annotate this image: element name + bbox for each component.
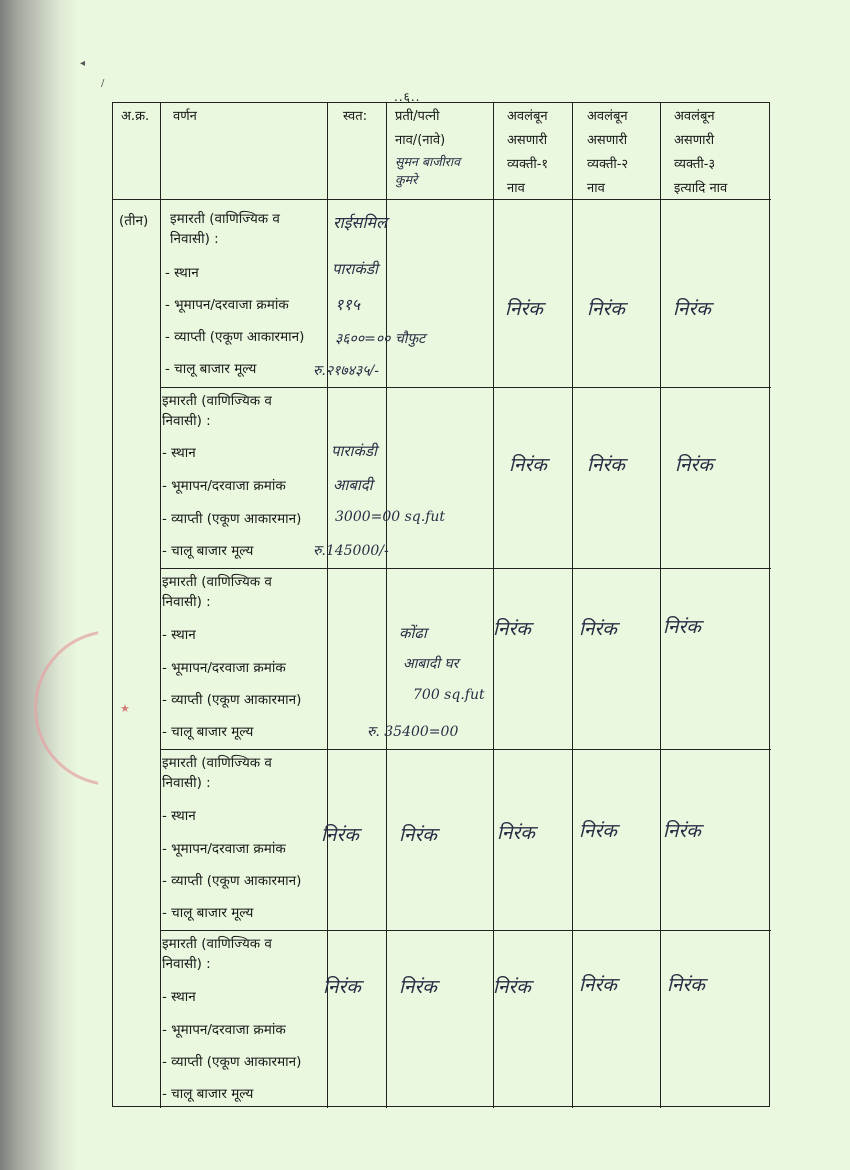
punch-mark: ◂ bbox=[80, 58, 86, 69]
row1-self-survey: ११५ bbox=[335, 295, 360, 314]
row2-area-label: - व्याप्ती (एकूण आकारमान) bbox=[162, 511, 302, 527]
row2-survey-label: - भूमापन/दरवाजा क्रमांक bbox=[162, 478, 286, 494]
header-spouse: प्रती/पत्नी नाव/(नावे) bbox=[395, 109, 446, 148]
row3-survey-label: - भूमापन/दरवाजा क्रमांक bbox=[162, 660, 286, 676]
row1-self-location: पाराकंडी bbox=[332, 260, 378, 278]
row5-location-label: - स्थान bbox=[162, 989, 196, 1005]
row1-self-type: राईसमिल bbox=[333, 213, 387, 232]
row3-spouse-area: 700 sq.fut bbox=[413, 687, 485, 703]
row2-self-value: रु.145000/- bbox=[313, 543, 389, 559]
header-description: वर्णन bbox=[173, 109, 197, 124]
row1-location-label: - स्थान bbox=[165, 265, 199, 281]
row2-title: इमारती (वाणिज्यिक व निवासी) : bbox=[162, 393, 272, 429]
row5-survey-label: - भूमापन/दरवाजा क्रमांक bbox=[162, 1022, 286, 1038]
row2-dep3: निरंक bbox=[675, 454, 713, 476]
row3-location-label: - स्थान bbox=[162, 627, 196, 643]
row2-dep1: निरंक bbox=[509, 454, 547, 476]
row5-dep3: निरंक bbox=[667, 974, 705, 996]
row1-survey-label: - भूमापन/दरवाजा क्रमांक bbox=[165, 297, 289, 313]
row3-dep1: निरंक bbox=[493, 618, 531, 640]
row2-self-area: 3000=00 sq.fut bbox=[335, 509, 446, 525]
row4-self: निरंक bbox=[321, 824, 359, 846]
row1-self-area: ३६००=०० चौफुट bbox=[335, 331, 426, 347]
row3-spouse-location: कोंढा bbox=[399, 624, 427, 642]
header-serial: अ.क्र. bbox=[121, 109, 150, 124]
header-dependent-1: अवलंबून असणारी व्यक्ती-१ नाव bbox=[507, 109, 549, 196]
row5-area-label: - व्याप्ती (एकूण आकारमान) bbox=[162, 1054, 302, 1070]
spouse-name-handwritten: सुमन बाजीराव कुमरे bbox=[395, 154, 461, 187]
row4-dep3: निरंक bbox=[663, 820, 701, 842]
row3-value-label: - चालू बाजार मूल्य bbox=[162, 724, 254, 740]
row2-value-label: - चालू बाजार मूल्य bbox=[162, 543, 254, 559]
row1-self-value: रु.२१७४३५/- bbox=[313, 363, 379, 379]
serial-number: (तीन) bbox=[119, 213, 149, 229]
row5-dep1: निरंक bbox=[493, 976, 531, 998]
row1-area-label: - व्याप्ती (एकूण आकारमान) bbox=[165, 329, 305, 345]
row3-dep3: निरंक bbox=[663, 616, 701, 638]
row4-dep2: निरंक bbox=[579, 820, 617, 842]
row3-title: इमारती (वाणिज्यिक व निवासी) : bbox=[162, 574, 272, 610]
header-dependent-3: अवलंबून असणारी व्यक्ती-३ इत्यादि नाव bbox=[674, 109, 728, 196]
row1-dep1: निरंक bbox=[505, 298, 543, 320]
page-number: ..६.. bbox=[394, 90, 421, 104]
row5-title: इमारती (वाणिज्यिक व निवासी) : bbox=[162, 936, 272, 972]
row4-area-label: - व्याप्ती (एकूण आकारमान) bbox=[162, 873, 302, 889]
row1-dep2: निरंक bbox=[587, 298, 625, 320]
row4-survey-label: - भूमापन/दरवाजा क्रमांक bbox=[162, 841, 286, 857]
row3-area-label: - व्याप्ती (एकूण आकारमान) bbox=[162, 692, 302, 708]
row5-value-label: - चालू बाजार मूल्य bbox=[162, 1086, 254, 1102]
row2-location-label: - स्थान bbox=[162, 445, 196, 461]
row4-title: इमारती (वाणिज्यिक व निवासी) : bbox=[162, 755, 272, 791]
row2-self-survey: आबादी bbox=[333, 476, 373, 494]
row5-self: निरंक bbox=[323, 976, 361, 998]
row4-value-label: - चालू बाजार मूल्य bbox=[162, 905, 254, 921]
row4-location-label: - स्थान bbox=[162, 808, 196, 824]
row5-spouse: निरंक bbox=[399, 976, 437, 998]
row5-dep2: निरंक bbox=[579, 974, 617, 996]
seal-star-icon: ★ bbox=[120, 702, 130, 715]
row2-self-location: पाराकंडी bbox=[331, 442, 377, 460]
row3-dep2: निरंक bbox=[579, 618, 617, 640]
assets-table bbox=[112, 102, 770, 1107]
row3-spouse-value: रु. 35400=00 bbox=[367, 724, 459, 740]
punch-mark: / bbox=[101, 78, 105, 89]
scan-edge-shadow bbox=[0, 0, 78, 1170]
row1-title: इमारती (वाणिज्यिक व निवासी) : bbox=[170, 211, 280, 247]
row1-dep3: निरंक bbox=[673, 298, 711, 320]
row4-spouse: निरंक bbox=[399, 824, 437, 846]
row4-dep1: निरंक bbox=[497, 822, 535, 844]
row3-spouse-survey: आबादी घर bbox=[403, 656, 459, 672]
header-dependent-2: अवलंबून असणारी व्यक्ती-२ नाव bbox=[587, 109, 629, 196]
row1-value-label: - चालू बाजार मूल्य bbox=[165, 361, 257, 377]
row2-dep2: निरंक bbox=[587, 454, 625, 476]
header-self: स्वत: bbox=[343, 109, 368, 124]
